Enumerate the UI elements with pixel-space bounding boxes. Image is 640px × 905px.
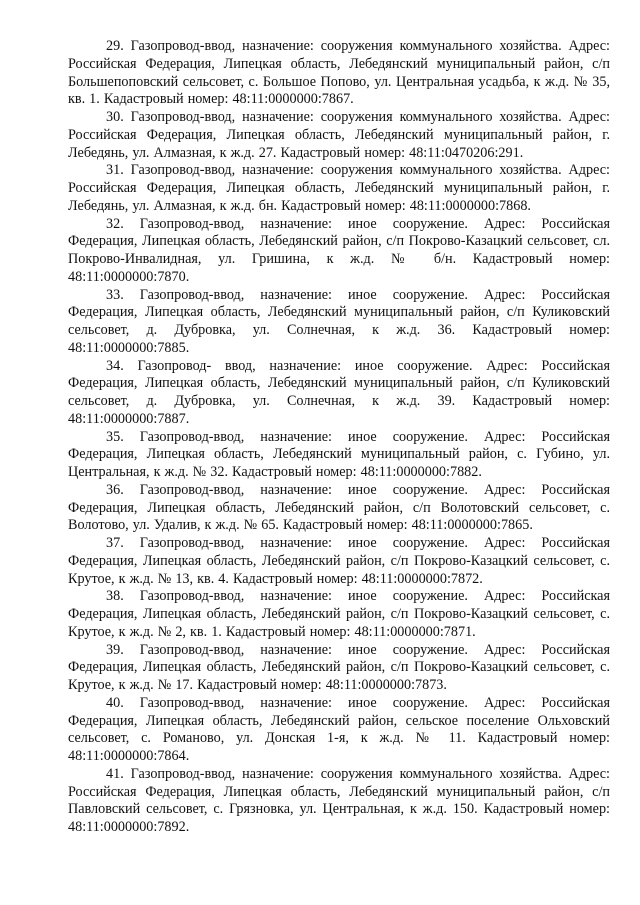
list-item-35: 35. Газопровод-ввод, назначение: иное сооружение. Адрес: Российская Федерация, Липецкая область, Лебедянский муниципальный район, с. Губино, ул. Центральная, к ж.д. № 32. Кадастровый номер: 48:11:0000000:7882.	[68, 428, 610, 480]
list-item-30: 30. Газопровод-ввод, назначение: сооружения коммунального хозяйства. Адрес: Российская Федерация, Липецкая область, Лебедянский муниципальный район, г. Лебедянь, ул. Алмазная, к ж.д. 27. Кадастровый номер: 48:11:0470206:291.	[68, 109, 610, 161]
list-item-39: 39. Газопровод-ввод, назначение: иное сооружение. Адрес: Российская Федерация, Липецкая область, Лебедянский район, с/п Покрово-Казацкий сельсовет, с. Крутое, к ж.д. № 17. Кадастровый номер: 48:11:0000000:7873.	[68, 641, 610, 693]
list-item-38: 38. Газопровод-ввод, назначение: иное сооружение. Адрес: Российская Федерация, Липецкая область, Лебедянский район, с/п Покрово-Казацкий сельсовет, с. Крутое, к ж.д. № 2, кв. 1. Кадастровый номер: 48:11:0000000:7871.	[68, 588, 610, 640]
list-item-32: 32. Газопровод-ввод, назначение: иное сооружение. Адрес: Российская Федерация, Липецкая область, Лебедянский район, с/п Покрово-Казацкий сельсовет, сл. Покрово-Инвалидная, ул. Гришина, к ж.д. № б/н. Кадастровый номер: 48:11:0000000:7870.	[68, 215, 610, 285]
list-item-37: 37. Газопровод-ввод, назначение: иное сооружение. Адрес: Российская Федерация, Липецкая область, Лебедянский район, с/п Покрово-Казацкий сельсовет, с. Крутое, к ж.д. № 13, кв. 4. Кадастровый номер: 48:11:0000000:7872.	[68, 535, 610, 587]
list-item-36: 36. Газопровод-ввод, назначение: иное сооружение. Адрес: Российская Федерация, Липецкая область, Лебедянский район, с/п Волотовский сельсовет, с. Волотово, ул. Удалив, к ж.д. № 65. Кадастровый номер: 48:11:0000000:7865.	[68, 481, 610, 534]
list-item-34: 34. Газопровод- ввод, назначение: иное сооружение. Адрес: Российская Федерация, Липецкая область, Лебедянский муниципальный район, с/п Куликовский сельсовет, д. Дубровка, ул. Солнечная, к ж.д. 39. Кадастровый номер: 48:11:0000000:7887.	[68, 357, 610, 427]
document-page	[68, 38, 610, 837]
list-item-33: 33. Газопровод-ввод, назначение: иное сооружение. Адрес: Российская Федерация, Липецкая область, Лебедянский муниципальный район, с/п Куликовский сельсовет, д. Дубровка, ул. Солнечная, к ж.д. 36. Кадастровый номер: 48:11:0000000:7885.	[68, 286, 610, 356]
list-item-29: 29. Газопровод-ввод, назначение: сооружения коммунального хозяйства. Адрес: Российская Федерация, Липецкая область, Лебедянский муниципальный район, с/п Большепоповский сельсовет, с. Большое Попово, ул. Центральная усадьба, к ж.д. № 35, кв. 1. Кадастровый номер: 48:11:0000000:7867.	[68, 38, 610, 108]
list-item-40: 40. Газопровод-ввод, назначение: иное сооружение. Адрес: Российская Федерация, Липецкая область, Лебедянский район, сельское поселение Ольховский сельсовет, с. Романово, ул. Донская 1-я, к ж.д. № 11. Кадастровый номер: 48:11:0000000:7864.	[68, 694, 610, 764]
list-item-41: 41. Газопровод-ввод, назначение: сооружения коммунального хозяйства. Адрес: Российская Федерация, Липецкая область, Лебедянский муниципальный район, с/п Павловский сельсовет, с. Грязновка, ул. Центральная, к ж.д. 150. Кадастровый номер: 48:11:0000000:7892.	[68, 765, 610, 835]
list-item-31: 31. Газопровод-ввод, назначение: сооружения коммунального хозяйства. Адрес: Российская Федерация, Липецкая область, Лебедянский муниципальный район, г. Лебедянь, ул. Алмазная, к ж.д. бн. Кадастровый номер: 48:11:0000000:7868.	[68, 162, 610, 214]
